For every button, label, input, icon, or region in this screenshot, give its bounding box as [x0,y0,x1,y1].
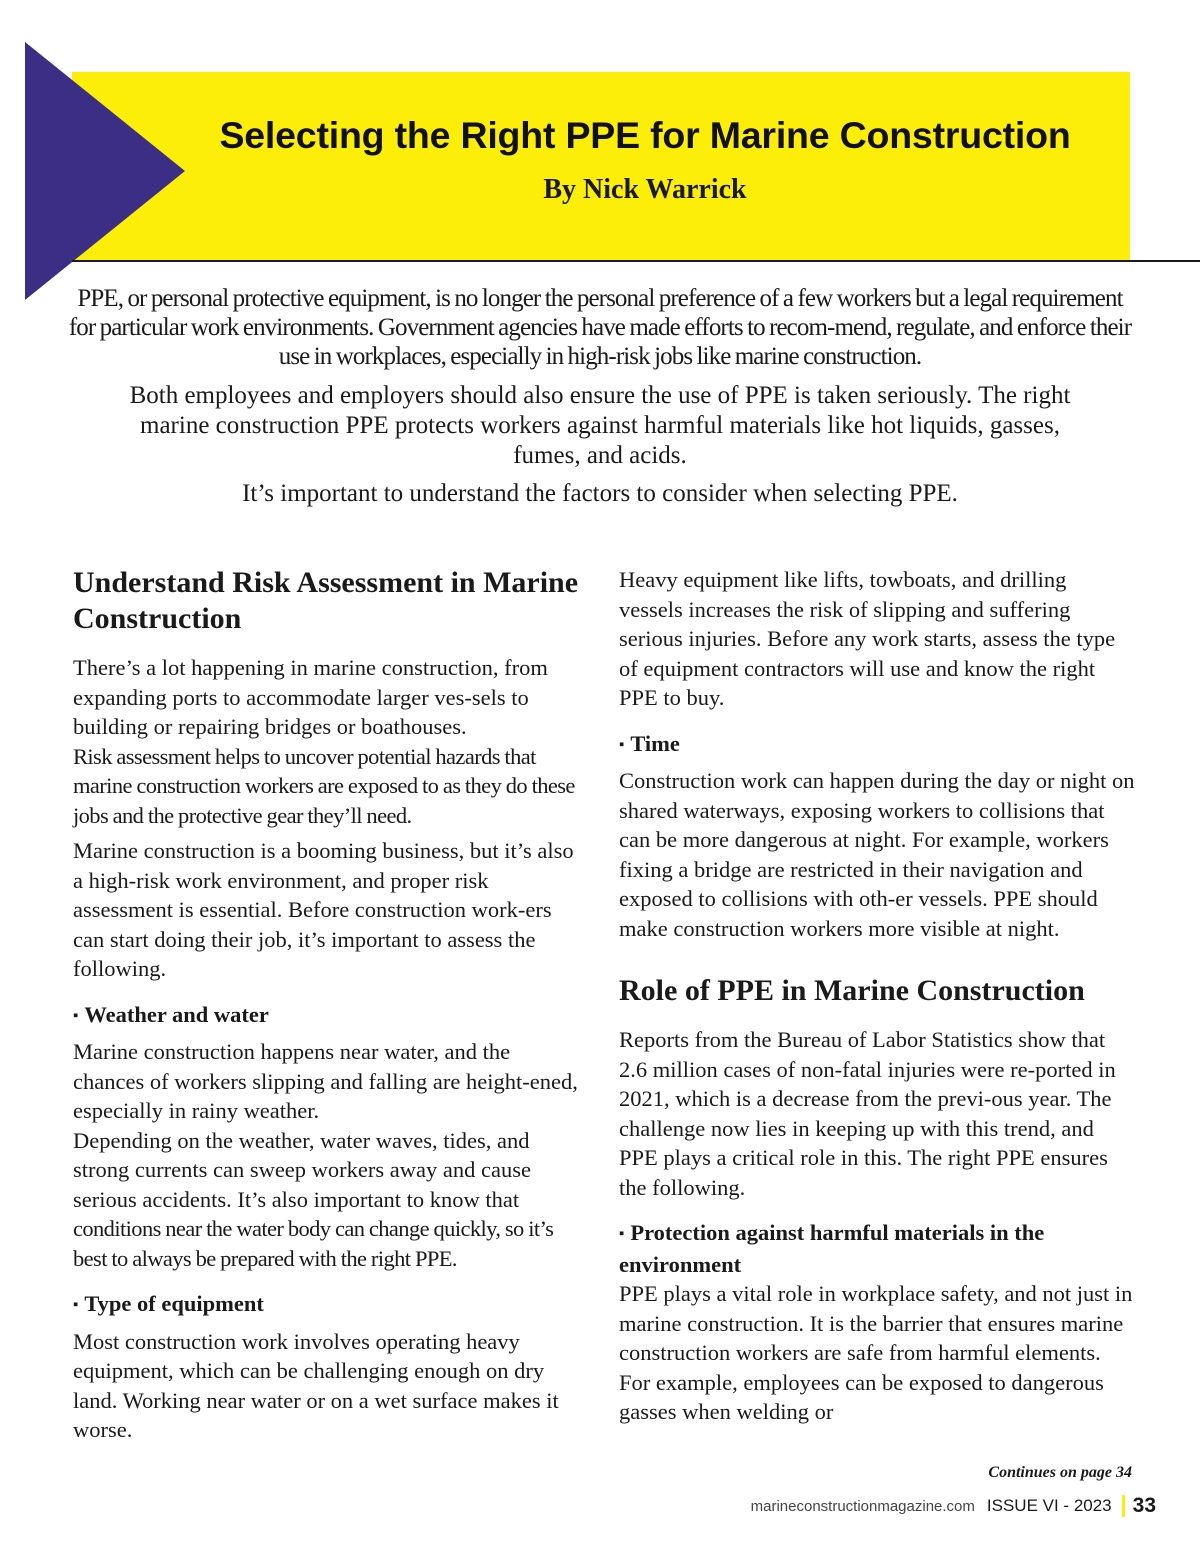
intro-lead-paragraph: PPE, or personal protective equipment, is no longer the personal preference of a few workers but a legal requirement for particular work environments. Government agencies have made efforts to recom-mend, regulate, and enforce their use in workplaces, especially in high-risk jobs like marine construction. [68,285,1132,370]
subheading-protection [619,1218,1135,1279]
body-paragraph: conditions near the water body can change quickly, so it’s best to always be prepared with the right PPE. [73,1216,554,1271]
body-paragraph: Risk assessment helps to uncover potential hazards that marine construction workers are exposed to as they do these jobs and the protective gear they’ll need. [73,743,575,828]
body-paragraph: PPE plays a vital role in workplace safety, and not just in marine construction. It is the barrier that ensures marine construction workers are safe from harmful elements. For example, employees can be exposed to dangerous gasses when welding or [619,1281,1133,1424]
bullet-icon: ▪ [619,736,625,753]
body-paragraph: Most construction work involves operating heavy equipment, which can be challenging enough on dry land. Working near water or on a wet surface makes it worse. [73,1328,559,1442]
header-rule [72,260,1200,262]
continues-note: Continues on page 34 [988,1464,1132,1481]
subheading-type-of-equipment [73,1289,583,1321]
page-number: 33 [1132,1494,1156,1517]
subheading-weather-and-water [73,1000,583,1032]
article-title: Selecting the Right PPE for Marine Construction [219,114,1071,156]
footer-issue: ISSUE VI - 2023 [986,1496,1112,1515]
article-byline: By Nick Warrick [543,174,747,205]
body-paragraph: Marine construction is a booming business, but it’s also a high-risk work environment, and proper risk assessment is essential. Before construction work-ers can start doing their job, it’s important to assess the following. [73,838,574,981]
article-intro [60,284,1140,509]
title-banner [72,72,1130,260]
subheading-label: Type of equipment [84,1291,264,1316]
bullet-icon: ▪ [619,1226,625,1242]
footer-divider [1122,1495,1125,1517]
body-paragraph: Heavy equipment like lifts, towboats, and drilling vessels increases the risk of slipping and suffering serious injuries. Before any work starts, assess the type of equipment contractors will use and know the right PPE to buy. [619,567,1116,710]
subheading-label: Weather and water [84,1001,269,1027]
right-column [619,565,1135,1427]
body-paragraph: Reports from the Bureau of Labor Statistics show that 2.6 million cases of non-fatal injuries were re-ported in 2021, which is a decrease from the previ-ous year. The challenge now lies in keeping up with this trend, and PPE plays a critical role in this. The right PPE ensures the following. [619,1027,1116,1200]
footer-site: marineconstructionmagazine.com [750,1497,975,1515]
body-paragraph: Depending on the weather, water waves, tides, and strong currents can sweep workers away and cause serious accidents. It’s also important to know that [73,1127,531,1212]
subheading-label: Protection against harmful materials in the environment [619,1220,1045,1277]
body-paragraph: Construction work can happen during the day or night on shared waterways, exposing workers to collisions that can be more dangerous at night. For example, workers fixing a bridge are restricted in their navigation and exposed to collisions with oth-er vessels. PPE should make construction workers more visible at night. [619,768,1135,941]
subheading-label: Time [630,730,680,756]
section-heading-risk-assessment: Understand Risk Assessment in Marine Construction [73,566,579,635]
intro-paragraph-2: Both employees and employers should also ensure the use of PPE is taken seriously. The right marine construction PPE protects workers against harmful materials like hot liquids, gasses, fumes, and acids. [129,382,1071,469]
body-paragraph: Marine construction happens near water, and the chances of workers slipping and falling are height-ened, especially in rainy weather. [73,1039,578,1123]
section-heading-role-of-ppe: Role of PPE in Marine Construction [619,974,1085,1007]
page-footer [751,1494,1156,1518]
bullet-icon: ▪ [73,1007,79,1024]
subheading-time [619,729,1135,761]
intro-paragraph-3: It’s important to understand the factors to consider when selecting PPE. [242,480,958,507]
left-column [73,565,583,1445]
bullet-icon: ▪ [73,1297,79,1313]
body-paragraph: There’s a lot happening in marine construction, from expanding ports to accommodate larger ves-sels to building or repairing bridges or boathouses. [73,655,548,739]
